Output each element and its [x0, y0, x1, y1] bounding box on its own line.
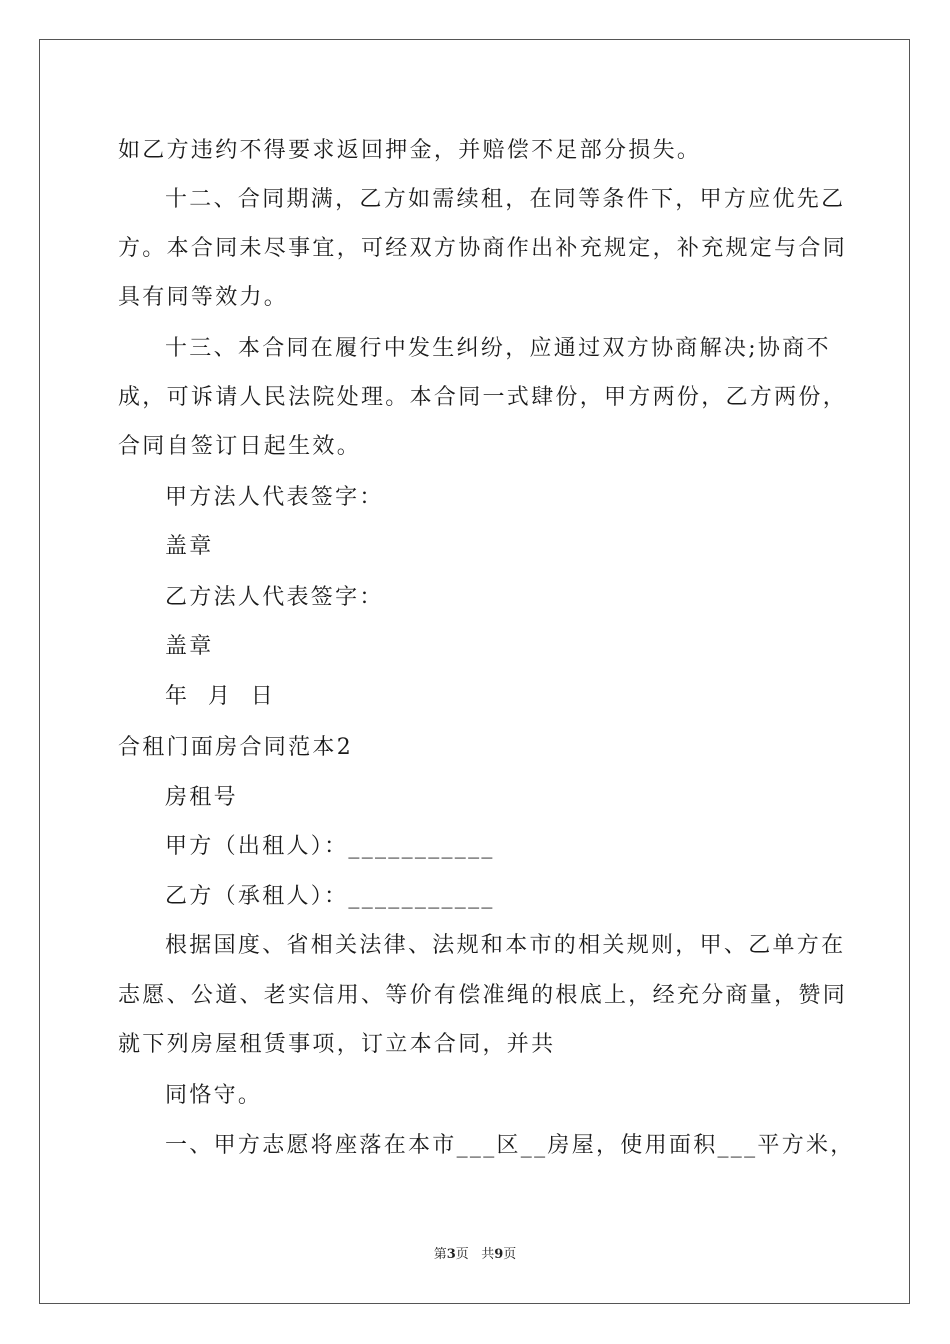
page-frame [39, 39, 910, 1304]
section-title: 合租门面房合同范本2 [118, 735, 353, 760]
footer-page-suffix: 页 [455, 1247, 469, 1262]
party-a-field: 甲方（出租人）：___________ [165, 834, 495, 859]
text-line: 方。本合同未尽事宜，可经双方协商作出补充规定，补充规定与合同 [118, 236, 848, 261]
party-b-field: 乙方（承租人）：___________ [165, 884, 495, 909]
seal-label: 盖章 [165, 634, 214, 659]
text-line: 一、甲方志愿将座落在本市___区__房屋，使用面积___平方米， [165, 1133, 855, 1158]
text-line: 合同自签订日起生效。 [118, 434, 362, 459]
seal-label: 盖章 [165, 534, 214, 559]
footer-total-suffix: 页 [503, 1247, 517, 1262]
signature-label-party-a: 甲方法人代表签字： [165, 485, 384, 510]
page-footer [0, 1246, 950, 1264]
text-line: 十三、本合同在履行中发生纠纷，应通过双方协商解决;协商不 [165, 336, 831, 361]
text-line: 志愿、公道、老实信用、等价有偿准绳的根底上，经充分商量，赞同 [118, 983, 848, 1008]
text-line: 就下列房屋租赁事项，订立本合同，并共 [118, 1032, 556, 1057]
text-line: 成，可诉请人民法院处理。本合同一式肆份，甲方两份，乙方两份， [118, 385, 848, 410]
text-line: 房租号 [165, 785, 238, 810]
total-pages-number: 9 [494, 1247, 504, 1262]
text-line: 具有同等效力。 [118, 285, 289, 310]
footer-total-prefix: 共 [481, 1247, 495, 1262]
text-line: 如乙方违约不得要求返回押金，并赔偿不足部分损失。 [118, 138, 702, 163]
signature-label-party-b: 乙方法人代表签字： [165, 585, 384, 610]
footer-prefix: 第 [433, 1247, 447, 1262]
text-line: 根据国度、省相关法律、法规和本市的相关规则，甲、乙单方在 [165, 933, 846, 958]
text-line: 十二、合同期满，乙方如需续租，在同等条件下，甲方应优先乙 [165, 187, 846, 212]
date-label: 年 月 日 [165, 684, 276, 709]
current-page-number: 3 [446, 1247, 456, 1262]
text-line: 同恪守。 [165, 1083, 263, 1108]
